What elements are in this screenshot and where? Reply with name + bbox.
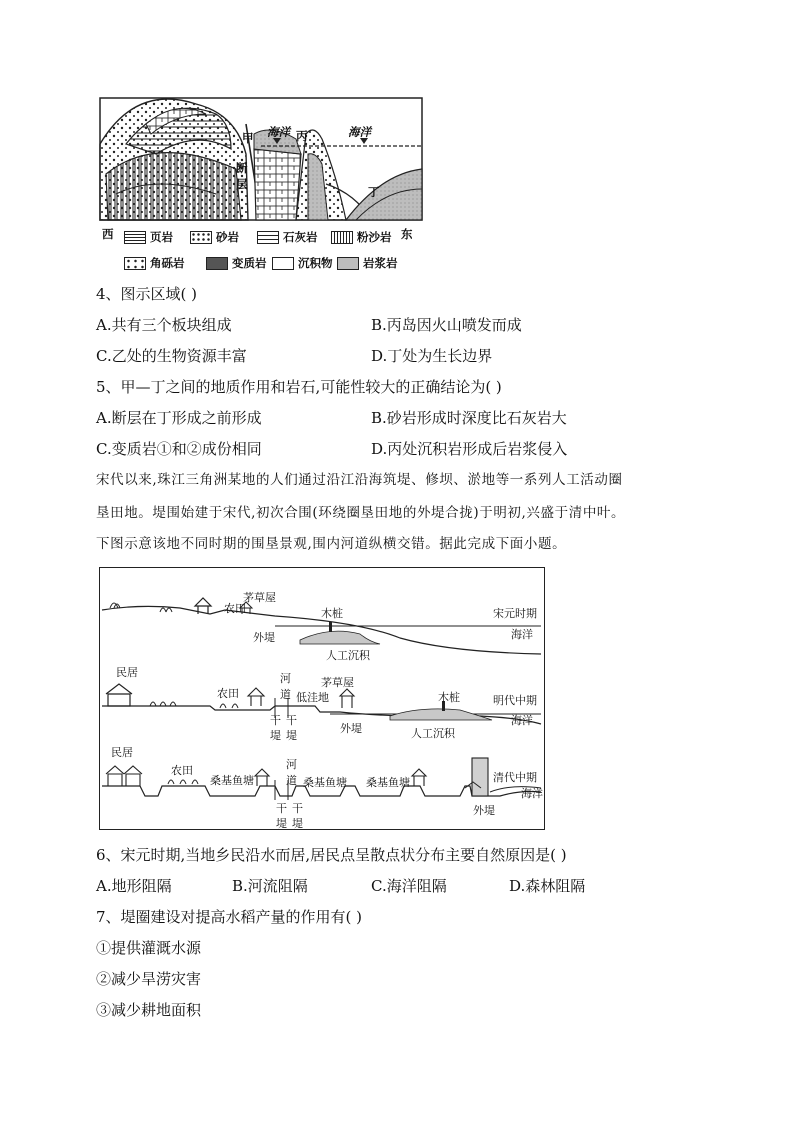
label-ding: 丁 xyxy=(368,185,380,199)
p3-name-label: 清代中期 xyxy=(493,771,537,784)
p2-di2-label: 堤 xyxy=(286,729,297,742)
p3-minju-label: 民居 xyxy=(111,746,133,759)
p3-sangji3-label: 桑基鱼塘 xyxy=(366,776,410,789)
q7-item-2: ②减少旱涝灾害 xyxy=(96,970,202,988)
legend-item-sediment: 沉积物 xyxy=(272,255,333,271)
magmatic-swatch xyxy=(337,257,359,270)
q4-option-d[interactable]: D.丁处为生长边界 xyxy=(371,347,493,365)
p3-hedao1-label: 河 xyxy=(286,758,297,771)
q4-option-a[interactable]: A.共有三个板块组成 xyxy=(96,316,232,334)
legend-item-siltstone: 粉沙岩 xyxy=(331,229,392,245)
sandstone-swatch xyxy=(190,231,212,244)
q5-option-b[interactable]: B.砂岩形成时深度比石灰岩大 xyxy=(371,409,567,427)
p2-sea-label: 海洋 xyxy=(511,714,533,727)
legend-item-metamorphic: 变质岩 xyxy=(206,255,267,271)
p2-hedao2-label: 道 xyxy=(280,688,291,701)
p2-hedao1-label: 河 xyxy=(280,672,291,685)
p2-maocaowu-label: 茅草屋 xyxy=(321,676,354,689)
geology-cross-section xyxy=(96,94,426,224)
p3-sangji1-label: 桑基鱼塘 xyxy=(210,774,254,787)
legend-item-breccia: 角砾岩 xyxy=(124,255,185,271)
legend-item-magmatic: 岩浆岩 xyxy=(337,255,398,271)
label-dong: 东 xyxy=(401,227,413,241)
q4-option-c[interactable]: C.乙处的生物资源丰富 xyxy=(96,347,247,365)
legend-item-limestone: 石灰岩 xyxy=(257,229,318,245)
q6-option-a[interactable]: A.地形阻隔 xyxy=(96,877,172,895)
metamorphic-swatch xyxy=(206,257,228,270)
p2-minju-label: 民居 xyxy=(116,666,138,679)
p3-di2-label: 堤 xyxy=(292,817,303,830)
q7-stem: 7、堤圈建设对提高水稻产量的作用有( ) xyxy=(96,908,363,926)
q4-stem: 4、图示区域( ) xyxy=(96,285,198,303)
p3-nongtian-label: 农田 xyxy=(171,764,193,777)
p3-hedao2-label: 道 xyxy=(286,774,297,787)
p1-waidi-label: 外堤 xyxy=(253,631,275,644)
p1-muzhuang-label: 木桩 xyxy=(321,607,343,620)
q5-option-c[interactable]: C.变质岩①和②成份相同 xyxy=(96,440,262,458)
siltstone-swatch xyxy=(331,231,353,244)
limestone-swatch xyxy=(257,231,279,244)
p3-sangji2-label: 桑基鱼塘 xyxy=(303,776,347,789)
p1-rengong-label: 人工沉积 xyxy=(326,649,370,662)
label-bing: 丙 xyxy=(296,129,308,143)
p2-nongtian-label: 农田 xyxy=(217,687,239,700)
intro-line-3: 下图示意该地不同时期的围垦景观,围内河道纵横交错。据此完成下面小题。 xyxy=(96,536,567,552)
q7-item-3: ③减少耕地面积 xyxy=(96,1001,202,1019)
p2-muzhuang-label: 木桩 xyxy=(438,691,460,704)
p3-waidi-label: 外堤 xyxy=(473,804,495,817)
label-jia: 甲 xyxy=(242,131,254,145)
p2-di1-label: 堤 xyxy=(270,729,281,742)
p2-waidi-label: 外堤 xyxy=(340,722,362,735)
p3-gan1-label: 干 xyxy=(276,802,287,815)
q6-stem: 6、宋元时期,当地乡民沿水而居,居民点呈散点状分布主要自然原因是( ) xyxy=(96,846,567,864)
label-xi: 西 xyxy=(102,227,114,241)
q5-option-a[interactable]: A.断层在丁形成之前形成 xyxy=(96,409,262,427)
q6-option-b[interactable]: B.河流阻隔 xyxy=(232,877,308,895)
p2-diwadi-label: 低洼地 xyxy=(296,691,329,704)
label-haiyang-2: 海洋 xyxy=(348,125,371,139)
p3-di1-label: 堤 xyxy=(276,817,287,830)
p3-sea-label: 海洋 xyxy=(521,787,543,800)
reclamation-figure xyxy=(99,567,545,830)
q7-item-1: ①提供灌溉水源 xyxy=(96,939,202,957)
p1-name-label: 宋元时期 xyxy=(493,607,537,620)
q6-option-c[interactable]: C.海洋阻隔 xyxy=(371,877,447,895)
p2-gan2-label: 干 xyxy=(286,714,297,727)
p2-rengong-label: 人工沉积 xyxy=(411,727,455,740)
p3-gan2-label: 干 xyxy=(292,802,303,815)
label-ceng: 层 xyxy=(236,177,248,191)
breccia-swatch xyxy=(124,257,146,270)
sediment-swatch xyxy=(272,257,294,270)
legend-item-shale: 页岩 xyxy=(124,229,173,245)
intro-line-2: 垦田地。堤围始建于宋代,初次合围(环绕圈垦田地的外堤合拢)于明初,兴盛于清中叶。 xyxy=(96,505,626,521)
q5-stem: 5、甲—丁之间的地质作用和岩石,可能性较大的正确结论为( ) xyxy=(96,378,502,396)
p1-sea-label: 海洋 xyxy=(511,628,533,641)
q6-option-d[interactable]: D.森林阻隔 xyxy=(509,877,586,895)
p2-name-label: 明代中期 xyxy=(493,694,537,707)
shale-swatch xyxy=(124,231,146,244)
q5-option-d[interactable]: D.丙处沉积岩形成后岩浆侵入 xyxy=(371,440,568,458)
geology-figure xyxy=(96,94,426,274)
label-duan: 断 xyxy=(236,161,248,175)
q4-option-b[interactable]: B.丙岛因火山喷发而成 xyxy=(371,316,522,334)
p2-gan1-label: 干 xyxy=(270,714,281,727)
legend-item-sandstone: 砂岩 xyxy=(190,229,239,245)
p1-maocaowu-label: 茅草屋 xyxy=(243,591,276,604)
p1-nongtian-label: 农田 xyxy=(224,602,246,615)
label-haiyang-1: 海洋 xyxy=(267,125,290,139)
intro-line-1: 宋代以来,珠江三角洲某地的人们通过沿江沿海筑堤、修坝、淤地等一系列人工活动圈 xyxy=(96,472,623,488)
